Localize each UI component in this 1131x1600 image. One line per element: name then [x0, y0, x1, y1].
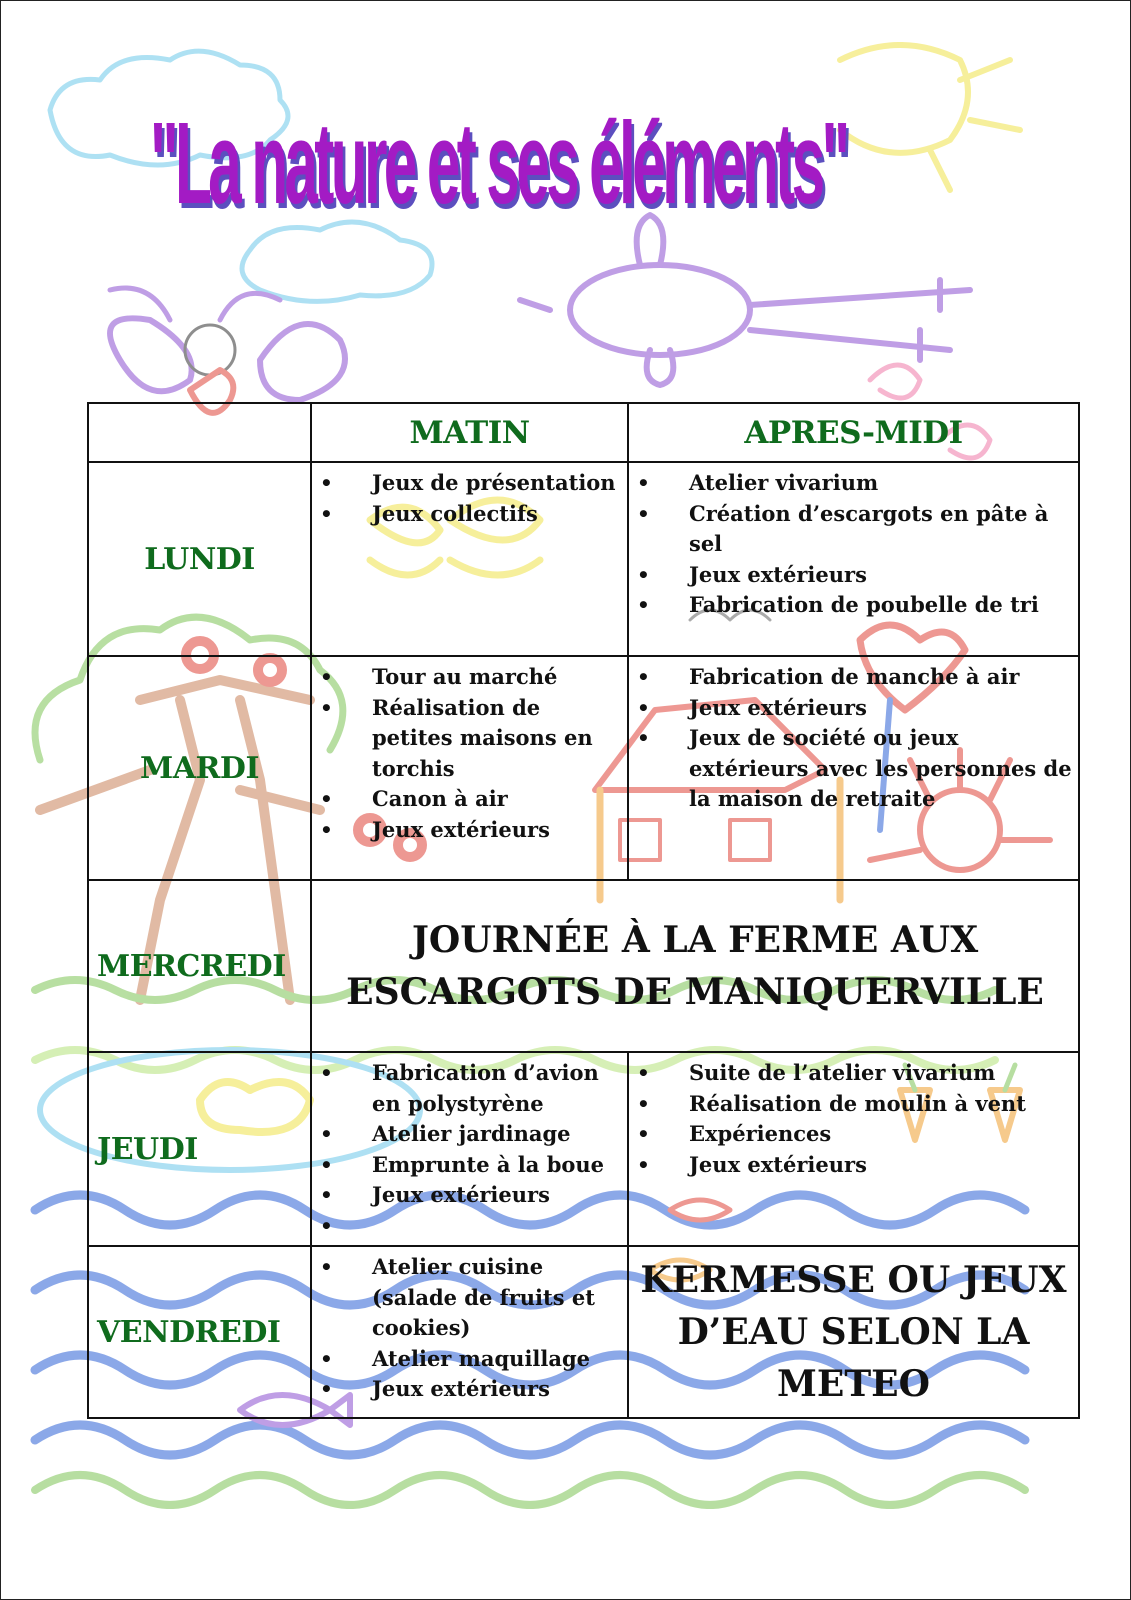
list-item: • Jeux collectifs	[372, 499, 623, 530]
list-item: • Création d’escargots en pâte à sel	[689, 499, 1074, 560]
list-item: • Jeux extérieurs	[372, 1180, 623, 1211]
activity-list	[312, 463, 627, 529]
matin-cell	[311, 1052, 628, 1246]
day-label: LUNDI	[88, 462, 311, 656]
list-item: • Jeux de présentation	[372, 468, 623, 499]
list-item: • Fabrication de manche à air	[689, 662, 1074, 693]
list-item: • Jeux extérieurs	[689, 693, 1074, 724]
list-item: • Jeux extérieurs	[372, 1374, 623, 1405]
full-day-activity: JOURNÉE À LA FERME AUX ESCARGOTS DE MANIQUERVILLE	[311, 880, 1079, 1052]
activity-list	[312, 657, 627, 845]
activity-list	[629, 657, 1078, 815]
list-item: • Réalisation de petites maisons en torchis	[372, 693, 623, 785]
day-label: MERCREDI	[88, 880, 311, 1052]
schedule-table	[87, 402, 1080, 1419]
list-item: • Atelier jardinage	[372, 1119, 623, 1150]
list-item: • Jeux extérieurs	[689, 560, 1074, 591]
row-jeudi	[88, 1052, 1079, 1246]
day-label: MARDI	[88, 656, 311, 880]
list-item: • Atelier maquillage	[372, 1344, 623, 1375]
list-item: • Jeux de société ou jeux extérieurs avec les personnes de la maison de retraite	[689, 723, 1074, 815]
header-matin: MATIN	[311, 403, 628, 462]
matin-cell	[311, 462, 628, 656]
list-item: • Réalisation de moulin à vent	[689, 1089, 1074, 1120]
apres-midi-cell	[628, 462, 1079, 656]
page-title: "La nature et ses éléments"	[150, 98, 847, 228]
list-item: • Expériences	[689, 1119, 1074, 1150]
row-mardi	[88, 656, 1079, 880]
list-item: • Canon à air	[372, 784, 623, 815]
apres-midi-cell	[628, 1052, 1079, 1246]
list-item: • Atelier cuisine (salade de fruits et cookies)	[372, 1252, 623, 1344]
list-item: • Atelier vivarium	[689, 468, 1074, 499]
day-label: VENDREDI	[88, 1246, 311, 1418]
activity-list	[629, 1053, 1078, 1180]
list-item: • Fabrication de poubelle de tri	[689, 590, 1074, 621]
matin-cell	[311, 1246, 628, 1418]
activity-list	[312, 1247, 627, 1405]
list-item: • Jeux extérieurs	[372, 815, 623, 846]
row-vendredi	[88, 1246, 1079, 1418]
apres-midi-cell	[628, 656, 1079, 880]
row-lundi	[88, 462, 1079, 656]
list-item: • Suite de l’atelier vivarium	[689, 1058, 1074, 1089]
header-apres-midi: APRES-MIDI	[628, 403, 1079, 462]
list-item: • Jeux extérieurs	[689, 1150, 1074, 1181]
activity-list	[312, 1053, 627, 1241]
header-row	[88, 403, 1079, 462]
afternoon-big-activity: KERMESSE OU JEUX D’EAU SELON LA METEO	[628, 1246, 1079, 1418]
matin-cell	[311, 656, 628, 880]
day-label: JEUDI	[88, 1052, 311, 1246]
list-item: • Tour au marché	[372, 662, 623, 693]
list-item	[372, 1211, 623, 1242]
header-empty-cell	[88, 403, 311, 462]
list-item: • Fabrication d’avion en polystyrène	[372, 1058, 623, 1119]
list-item: • Emprunte à la boue	[372, 1150, 623, 1181]
row-mercredi	[88, 880, 1079, 1052]
activity-list	[629, 463, 1078, 621]
